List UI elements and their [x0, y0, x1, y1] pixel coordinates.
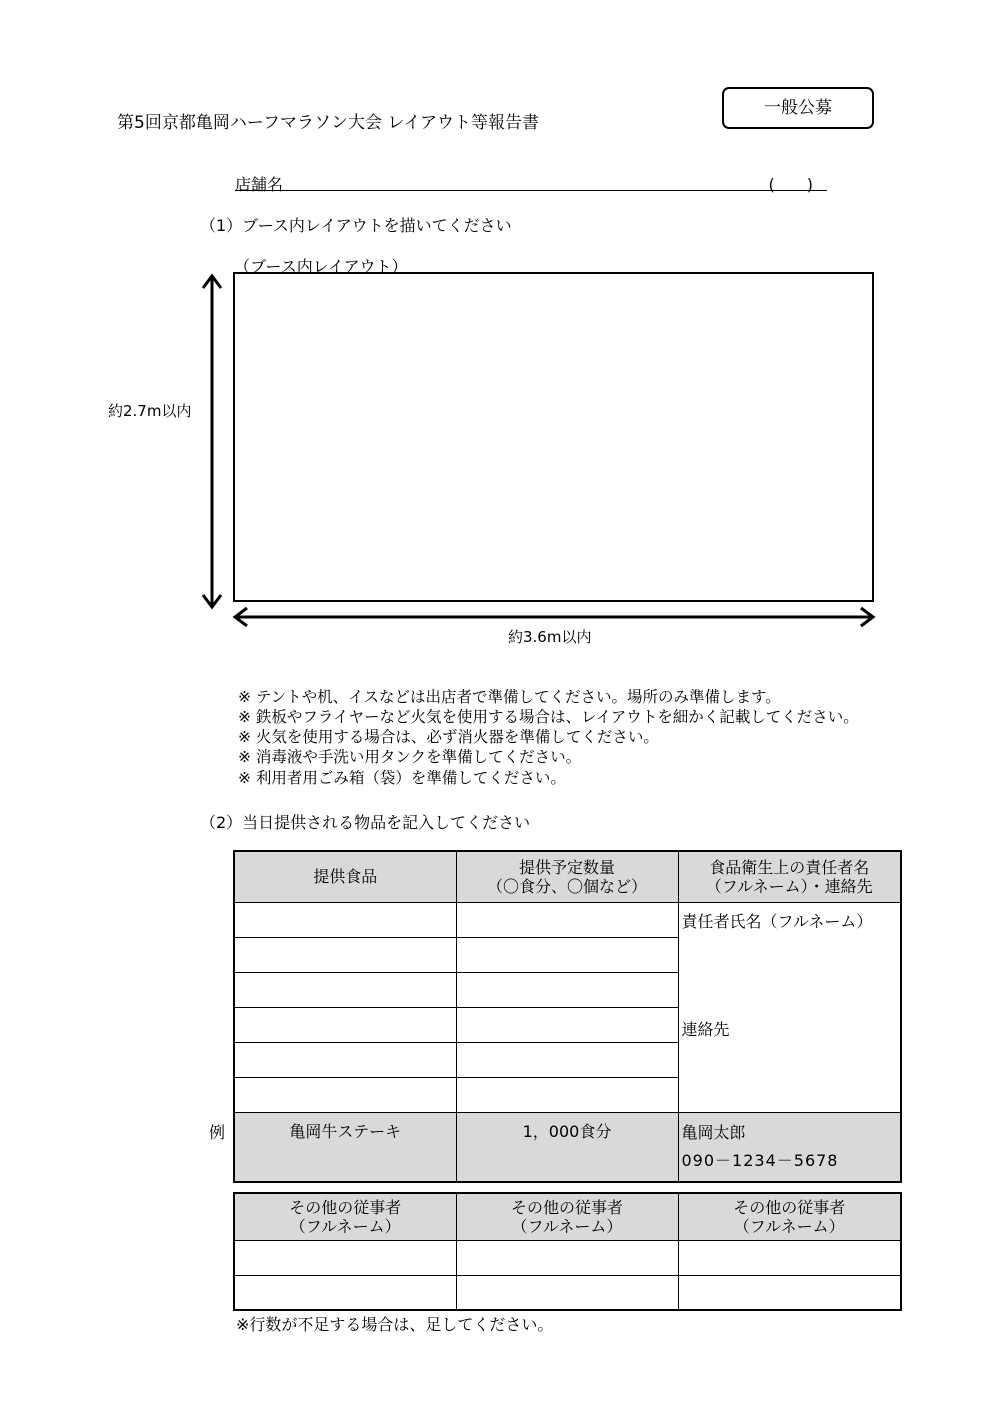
quantity-cell[interactable] — [456, 937, 678, 972]
staff-cell[interactable] — [678, 1240, 901, 1275]
category-badge: 一般公募 — [722, 87, 874, 129]
col-header-responsible: 食品衛生上の責任者名 （フルネーム）・連絡先 — [678, 851, 901, 902]
staff-header: その他の従事者 （フルネーム） — [234, 1193, 456, 1240]
document-title: 第5回京都亀岡ハーフマラソン大会 レイアウト等報告書 — [117, 113, 540, 133]
section2-heading: （2）当日提供される物品を記入してください — [200, 813, 531, 832]
quantity-cell[interactable] — [456, 972, 678, 1007]
note-item: ※ 利用者用ごみ箱（袋）を準備してください。 — [238, 769, 566, 787]
staff-cell[interactable] — [456, 1275, 678, 1310]
section1-heading: （1）ブース内レイアウトを描いてください — [200, 216, 512, 235]
example-phone: 090－1234－5678 — [681, 1150, 839, 1170]
note-item: ※ 鉄板やフライヤーなど火気を使用する場合は、レイアウトを細かく記載してください。 — [238, 708, 859, 726]
col-header-food: 提供食品 — [234, 851, 456, 902]
dimension-arrows — [0, 0, 1003, 700]
staff-header: その他の従事者 （フルネーム） — [678, 1193, 901, 1240]
staff-cell[interactable] — [456, 1240, 678, 1275]
footer-note: ※行数が不足する場合は、足してください。 — [236, 1315, 554, 1334]
staff-cell[interactable] — [678, 1275, 901, 1310]
note-item: ※ 火気を使用する場合は、必ず消火器を準備してください。 — [238, 728, 659, 746]
responsible-cell[interactable] — [678, 902, 901, 1112]
example-name: 亀岡太郎 — [681, 1122, 746, 1142]
quantity-cell[interactable] — [456, 1042, 678, 1077]
food-cell[interactable] — [234, 902, 456, 937]
quantity-cell[interactable] — [456, 1077, 678, 1112]
note-item: ※ 消毒液や手洗い用タンクを準備してください。 — [238, 748, 582, 766]
height-label: 約2.7m以内 — [108, 402, 192, 420]
col-header-quantity: 提供予定数量 （〇食分、〇個など） — [456, 851, 678, 902]
note-item: ※ テントや机、イスなどは出店者で準備してください。場所のみ準備します。 — [238, 688, 781, 706]
width-label: 約3.6m以内 — [508, 628, 592, 646]
goods-table — [233, 850, 902, 1183]
example-responsible — [678, 1112, 901, 1182]
responsible-name-label: 責任者氏名（フルネーム） — [681, 911, 873, 931]
shop-name-paren: ( ) — [768, 175, 813, 194]
staff-table — [233, 1192, 902, 1311]
food-cell[interactable] — [234, 1077, 456, 1112]
height-arrow-icon — [203, 276, 221, 607]
staff-cell[interactable] — [234, 1275, 456, 1310]
example-marker: 例 — [209, 1123, 226, 1142]
contact-label: 連絡先 — [681, 1019, 730, 1039]
example-quantity: 1，000食分 — [456, 1112, 678, 1182]
quantity-cell[interactable] — [456, 1007, 678, 1042]
food-cell[interactable] — [234, 1042, 456, 1077]
food-cell[interactable] — [234, 937, 456, 972]
staff-header: その他の従事者 （フルネーム） — [456, 1193, 678, 1240]
food-cell[interactable] — [234, 1007, 456, 1042]
example-food: 亀岡牛ステーキ — [234, 1112, 456, 1182]
staff-cell[interactable] — [234, 1240, 456, 1275]
width-arrow-icon — [235, 608, 873, 626]
shop-name-label: 店舗名 — [235, 175, 284, 194]
layout-box-label: （ブース内レイアウト） — [234, 257, 408, 276]
food-cell[interactable] — [234, 972, 456, 1007]
quantity-cell[interactable] — [456, 902, 678, 937]
